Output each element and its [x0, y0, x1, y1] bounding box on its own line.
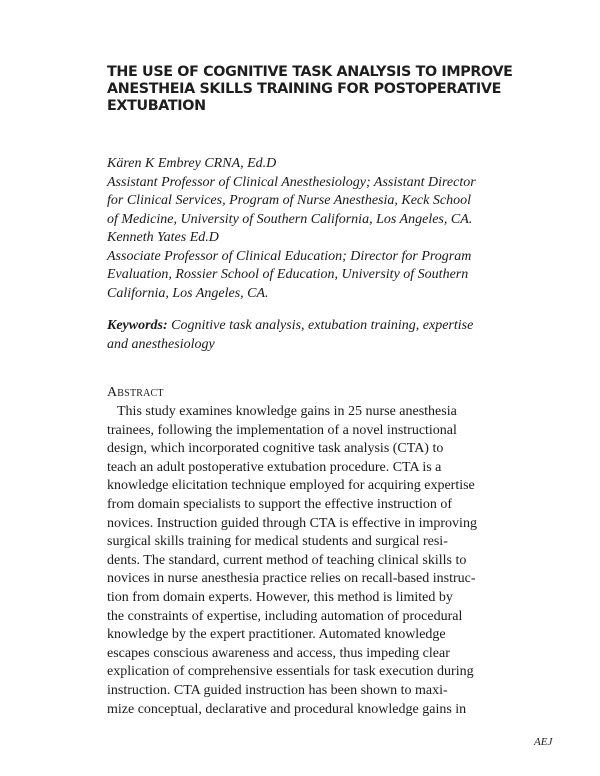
abstract-line: surgical skills training for medical students and surgical resi- — [107, 534, 448, 550]
keywords-text: Cognitive task analysis, extubation training, expertise — [171, 318, 474, 333]
keywords-block — [107, 317, 507, 354]
author-affiliation-line: of Medicine, University of Southern California, Los Angeles, CA. — [107, 211, 473, 227]
abstract-line: tion from domain experts. However, this method is limited by — [107, 589, 453, 605]
abstract-line: This study examines knowledge gains in 25 nurse anesthesia — [117, 404, 457, 419]
abstract-line: from domain specialists to support the effective instruction of — [107, 496, 452, 512]
keywords-line: and anesthesiology — [107, 336, 215, 352]
abstract-line: knowledge by the expert practitioner. Automated knowledge — [107, 627, 446, 643]
abstract-heading: Abstract — [107, 385, 164, 400]
author-affiliation-line: Assistant Professor of Clinical Anesthesiology; Assistant Director — [107, 174, 476, 190]
article-title — [107, 64, 527, 115]
author-affiliation-line: for Clinical Services, Program of Nurse Anesthesia, Keck School — [107, 193, 471, 208]
author-affiliation-line: Associate Professor of Clinical Education; Director for Program — [107, 248, 472, 264]
title-line: EXTUBATION — [107, 98, 206, 114]
author-affiliation-line: Evaluation, Rossier School of Education, University of Southern — [107, 267, 469, 282]
abstract-line: escapes conscious awareness and access, thus impeding clear — [107, 645, 450, 661]
abstract-line: trainees, following the implementation of a novel instructional — [107, 422, 457, 438]
abstract-line: instruction. CTA guided instruction has been shown to maxi- — [107, 682, 448, 698]
abstract-line: novices in nurse anesthesia practice relies on recall-based instruc- — [107, 571, 476, 587]
keywords-line — [107, 317, 507, 336]
abstract-line: knowledge elicitation technique employed for acquiring expertise — [107, 478, 475, 494]
author-affiliations — [107, 155, 507, 303]
keywords-label: Keywords: — [107, 318, 168, 333]
abstract-body — [107, 403, 497, 719]
abstract-line: teach an adult postoperative extubation procedure. CTA is a — [107, 459, 442, 475]
author-name: Kenneth Yates Ed.D — [107, 230, 219, 245]
journal-footer: AEJ — [534, 736, 553, 748]
author-affiliation-line: California, Los Angeles, CA. — [107, 285, 269, 301]
abstract-line: design, which incorporated cognitive task analysis (CTA) to — [107, 441, 444, 457]
abstract-line: novices. Instruction guided through CTA is effective in improving — [107, 515, 477, 531]
abstract-line: mize conceptual, declarative and procedural knowledge gains in — [107, 701, 467, 717]
title-line: THE USE OF COGNITIVE TASK ANALYSIS TO IMPROVE — [107, 64, 513, 80]
title-line: ANESTHEIA SKILLS TRAINING FOR POSTOPERATIVE — [107, 81, 502, 97]
abstract-line: dents. The standard, current method of teaching clinical skills to — [107, 552, 467, 568]
abstract-line: explication of comprehensive essentials for task execution during — [107, 664, 474, 680]
author-name: Kären K Embrey CRNA, Ed.D — [107, 156, 277, 171]
abstract-line: the constraints of expertise, including automation of procedural — [107, 608, 463, 624]
